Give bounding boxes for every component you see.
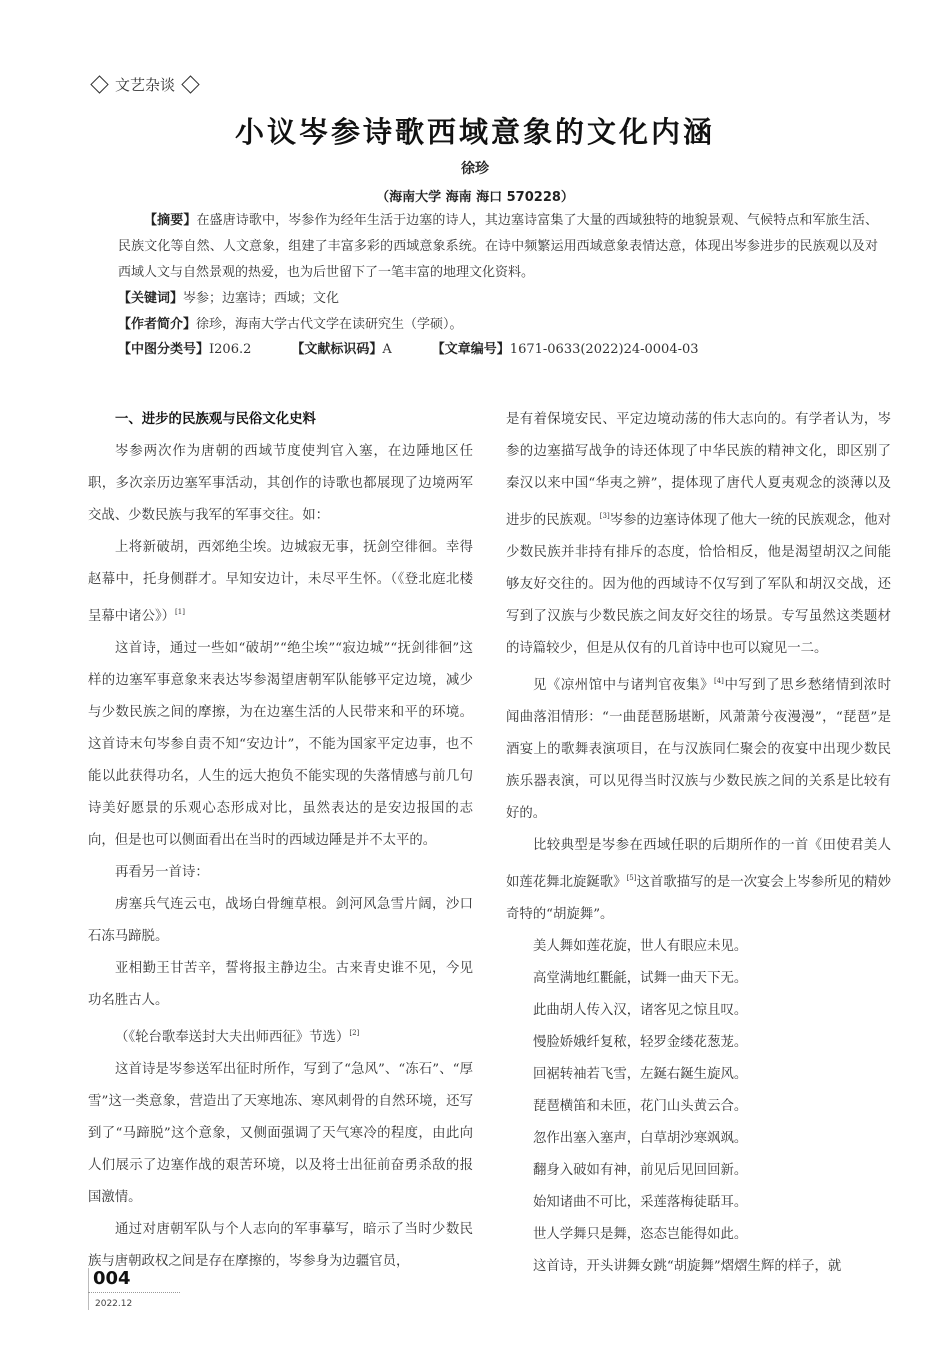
author-bio bbox=[118, 313, 463, 332]
body-column-left bbox=[88, 404, 473, 1278]
poem-line: 翻身入破如有神，前见后见回回新。 bbox=[533, 1163, 748, 1178]
diamond-right-icon bbox=[181, 75, 199, 93]
article-title: 小议岑参诗歌西域意象的文化内涵 bbox=[234, 115, 715, 149]
text: 见《凉州馆中与诸判官夜集》 bbox=[533, 678, 714, 693]
footer-divider bbox=[88, 1292, 180, 1293]
keywords-label: 【关键词】 bbox=[118, 291, 184, 306]
poem-line: 高堂满地红氍毹，试舞一曲天下无。 bbox=[533, 971, 748, 986]
paragraph: 再看另一首诗： bbox=[115, 865, 209, 880]
poem-line: 慢脸娇娥纤复秾，轻罗金缕花葱茏。 bbox=[533, 1035, 748, 1050]
paragraph: 通过对唐朝军队与个人志向的军事摹写，暗示了当时少数民族与唐朝政权之间是存在摩擦的，岑参身为边疆官员， bbox=[88, 1222, 473, 1269]
paragraph bbox=[506, 404, 891, 665]
section-label: 文艺杂谈 bbox=[115, 76, 176, 94]
poem-line: 世人学舞只是舞，恣态岂能得如此。 bbox=[533, 1227, 748, 1242]
footer-rule bbox=[88, 1268, 89, 1310]
poem-line: 琵琶横笛和未匝，花门山头黄云合。 bbox=[533, 1099, 748, 1114]
poem-line: 此曲胡人传入汉，诸客见之惊且叹。 bbox=[533, 1003, 748, 1018]
page-number: 004 bbox=[93, 1268, 131, 1289]
poem-line: 回裾转袖若飞雪，左鋋右鋋生旋风。 bbox=[533, 1067, 748, 1082]
body-column-right bbox=[506, 404, 891, 1283]
poem-quote: 亚相勤王甘苦辛，誓将报主静边尘。古来青史谁不见，今见功名胜古人。 bbox=[88, 961, 473, 1008]
citation: [2] bbox=[349, 1029, 360, 1037]
abstract-label: 【摘要】 bbox=[144, 213, 197, 228]
paragraph: 这首诗是岑参送军出征时所作，写到了“急风”、“冻石”、“厚雪”这一类意象，营造出了天寒地冻、寒风刺骨的自然环境，还写到了“马蹄脱”这个意象，又侧面强调了天气寒冷的程度，由此向人们展示了边塞作战的艰苦环境，以及将士出征前奋勇杀敌的报国激情。 bbox=[88, 1062, 473, 1205]
article-number bbox=[432, 338, 699, 357]
text: 比较典型是岑参在西域任职的后期所作的一首《田使君美人如莲花舞北旋鋋歌》 bbox=[506, 838, 891, 890]
citation: [5] bbox=[626, 874, 637, 882]
abstract-text: 在盛唐诗歌中，岑参作为经年生活于边塞的诗人，其边塞诗富集了大量的西域独特的地貌景观、气候特点和军旅生活、民族文化等自然、人文意象，组建了丰富多彩的西域意象系统。在诗中频繁运用西域意象表情达意，体现出岑参进步的民族观以及对西域人文与自然景观的热爱，也为后世留下了一笔丰富的地理文化资料。 bbox=[118, 213, 878, 280]
section-heading: 一、进步的民族观与民俗文化史料 bbox=[115, 412, 316, 427]
art-label: 【文章编号】 bbox=[431, 342, 510, 357]
issue-date: 2022.12 bbox=[95, 1299, 133, 1309]
author-name: 徐珍 bbox=[461, 161, 489, 177]
poem-line: 始知诸曲不可比，采莲落梅徒聒耳。 bbox=[533, 1195, 748, 1210]
paragraph: 这首诗，开头讲舞女跳“胡旋舞”熠熠生辉的样子，就 bbox=[533, 1259, 842, 1274]
poem-line: 忽作出塞入塞声，白草胡沙寒飒飒。 bbox=[533, 1131, 748, 1146]
clc-label: 【中图分类号】 bbox=[118, 342, 210, 357]
doc-code bbox=[291, 338, 391, 357]
abstract bbox=[118, 208, 878, 286]
paragraph bbox=[506, 665, 891, 830]
paragraph: 这首诗，通过一些如“破胡”“绝尘埃”“寂边城”“抚剑徘徊”这样的边塞军事意象来表达岑参渴望唐朝军队能够平定边境，减少与少数民族之间的摩擦，为在边塞生活的人民带来和平的环境。这首诗末句岑参自责不知“安边计”，不能为国家平定边事，也不能以此获得功名，人生的远大抱负不能实现的失落情感与前几句诗美好愿景的乐观心态形成对比，虽然表达的是安边报国的志向，但是也可以侧面看出在当时的西域边陲是并不太平的。 bbox=[88, 641, 473, 848]
text: 这首歌描写的是一次宴会上岑参所见的精妙奇特的“胡旋舞”。 bbox=[506, 875, 892, 922]
citation: [4] bbox=[714, 677, 724, 685]
keywords bbox=[118, 287, 339, 306]
poem-source bbox=[88, 1017, 473, 1054]
clc-value: I206.2 bbox=[209, 342, 252, 357]
bio-label: 【作者简介】 bbox=[118, 317, 197, 332]
poem-quote: 虏塞兵气连云屯，战场白骨缠草根。剑河风急雪片阔，沙口石冻马蹄脱。 bbox=[88, 897, 473, 944]
diamond-left-icon bbox=[90, 75, 108, 93]
author-affiliation: （海南大学 海南 海口 570228） bbox=[376, 190, 574, 205]
art-value: 1671-0633(2022)24-0004-03 bbox=[509, 342, 699, 357]
citation: [3] bbox=[599, 512, 610, 520]
paragraph bbox=[506, 830, 891, 931]
clc-code bbox=[118, 338, 251, 357]
classification-row bbox=[118, 338, 699, 357]
doc-value: A bbox=[382, 342, 392, 357]
text: 岑参的边塞诗体现了他大一统的民族观念，他对少数民族并非持有排斥的态度，恰恰相反，他是渴望胡汉之间能够友好交往的。因为他的西域诗不仅写到了军队和胡汉交战，还写到了汉族与少数民族之间友好交往的场景。专写虽然这类题材的诗篇较少，但是从仅有的几首诗中也可以窥见一二。 bbox=[506, 513, 892, 656]
text: 中写到了思乡愁绪情到浓时闻曲落泪情形：“一曲琵琶肠堪断，风萧萧兮夜漫漫”，“琵琶”是酒宴上的歌舞表演项目，在与汉族同仁聚会的夜宴中出现少数民族乐器表演，可以见得当时汉族与少数民族之间的关系是比较有好的。 bbox=[506, 678, 891, 821]
source-text: （《轮台歌奉送封大夫出师西征》节选） bbox=[115, 1030, 350, 1045]
keywords-text: 岑参；边塞诗；西域；文化 bbox=[183, 291, 340, 306]
poem-text: 上将新破胡，西郊绝尘埃。边城寂无事，抚剑空徘徊。幸得赵幕中，托身侧群才。早知安边计，未尽平生怀。（《登北庭北楼呈幕中诸公》） bbox=[88, 540, 473, 624]
section-tag bbox=[88, 74, 202, 95]
text: 是有着保境安民、平定边境动荡的伟大志向的。有学者认为，岑参的边塞描写战争的诗还体现了中华民族的精神文化，即区别了秦汉以来中国“华夷之辨”，提体现了唐代人夏夷观念的淡薄以及进步的民族观。 bbox=[506, 412, 891, 528]
paragraph: 岑参两次作为唐朝的西域节度使判官入塞，在边陲地区任职，多次亲历边塞军事活动，其创作的诗歌也都展现了边境两军交战、少数民族与我军的军事交往。如： bbox=[88, 444, 473, 523]
bio-text: 徐珍，海南大学古代文学在读研究生（学硕）。 bbox=[196, 317, 463, 332]
citation: [1] bbox=[175, 608, 185, 616]
poem-line: 美人舞如莲花旋，世人有眼应未见。 bbox=[533, 939, 748, 954]
doc-label: 【文献标识码】 bbox=[291, 342, 383, 357]
poem-quote bbox=[88, 532, 473, 633]
